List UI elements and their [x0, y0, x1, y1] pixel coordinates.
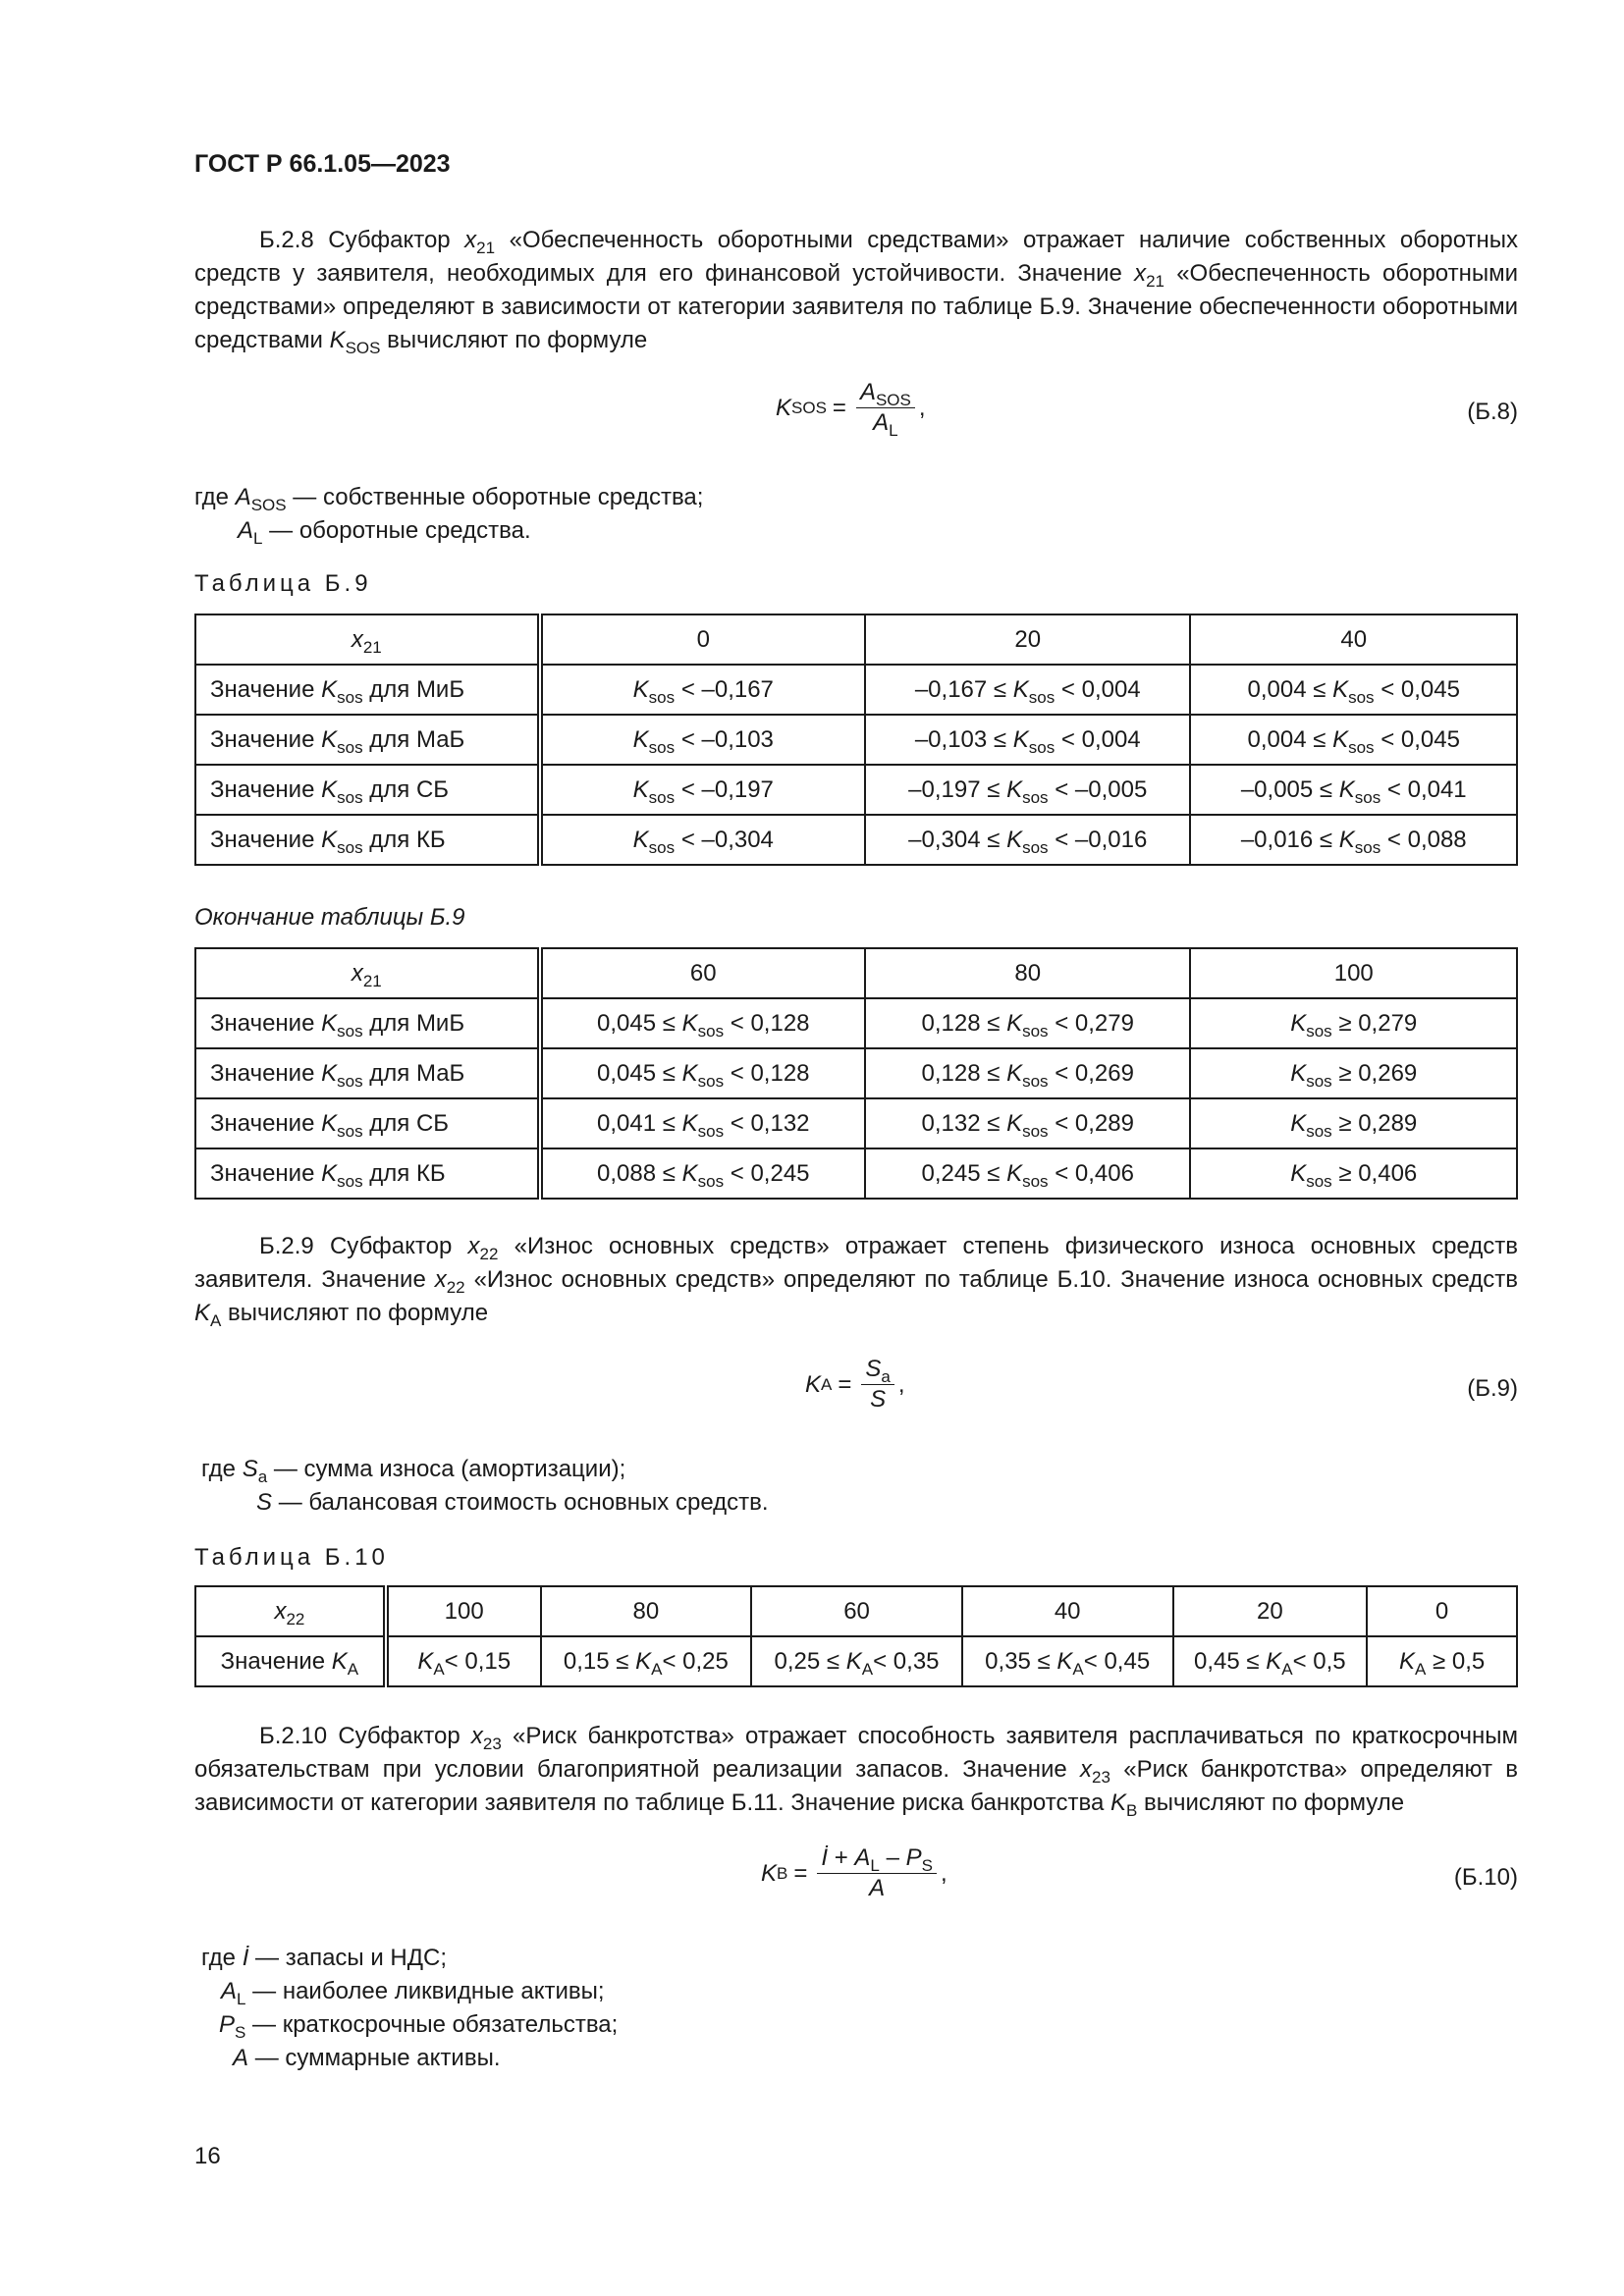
- header-cell: 0: [1367, 1586, 1517, 1636]
- paragraph-lead: Б.2.8 Субфактор: [259, 227, 451, 253]
- row-label-suffix: для КБ: [369, 826, 446, 853]
- table-cell: $K_{sos} < -0,197$: [540, 765, 865, 815]
- table-row: [195, 1636, 1517, 1686]
- cell-upper: < 0,45: [1083, 1647, 1151, 1675]
- subscript: A: [210, 1311, 222, 1330]
- row-label-suffix: для МиБ: [369, 675, 465, 703]
- cell-lower: –0,103 ≤: [914, 725, 1007, 753]
- cell-upper: < 0,132: [730, 1109, 810, 1137]
- variable: K: [321, 1009, 338, 1037]
- legend-symbol: P: [219, 2011, 236, 2038]
- legend-row: [201, 1453, 769, 1486]
- cell-lower: 0,132 ≤: [921, 1109, 1001, 1137]
- variable: x: [467, 1233, 480, 1259]
- subscript: a: [257, 1468, 268, 1486]
- table-cell: $0,245 \le K_{sos} < 0,406$: [865, 1148, 1190, 1199]
- legend-prefix: где: [201, 1456, 237, 1482]
- cell-lower: 0,004 ≤: [1247, 675, 1326, 703]
- table-cell: $0,132 \le K_{sos} < 0,289$: [865, 1098, 1190, 1148]
- table-cell: $0,25 \le K_A< 0,35$: [751, 1636, 962, 1686]
- subscript: 21: [362, 971, 382, 990]
- document-header: ГОСТ Р 66.1.05—2023: [194, 150, 451, 178]
- table-row: [195, 1098, 1517, 1148]
- cell-lower: –0,005 ≤: [1240, 775, 1333, 803]
- row-label-prefix: Значение: [210, 1109, 315, 1137]
- cell-lower: 0,25 ≤: [774, 1647, 840, 1675]
- table-cell: $0,35 \le K_A< 0,45$: [962, 1636, 1173, 1686]
- table-cell: $-0,005 \le K_{sos} < 0,041$: [1190, 765, 1517, 815]
- cell-upper: < 0,269: [1055, 1059, 1134, 1087]
- header-cell: 20: [1173, 1586, 1368, 1636]
- table-cell: $-0,304 \le K_{sos} < -0,016$: [865, 815, 1190, 865]
- header-cell: 40: [1190, 614, 1517, 665]
- legend-symbol: A: [238, 517, 254, 544]
- legend-text: — сумма износа (амортизации);: [273, 1456, 626, 1482]
- cell-value: ≥ 0,269: [1338, 1059, 1418, 1087]
- cell-lower: 0,15 ≤: [563, 1647, 629, 1675]
- subscript: L: [889, 421, 898, 440]
- legend-symbol: İ: [242, 1945, 249, 1971]
- equals-sign: =: [832, 394, 846, 421]
- paragraph-b-2-8: [194, 224, 1518, 357]
- cell-upper: < 0,25: [662, 1647, 729, 1675]
- table-cell: $K_A< 0,15$: [386, 1636, 541, 1686]
- denominator: [869, 1874, 885, 1903]
- subscript: L: [870, 1856, 880, 1875]
- paragraph-text: «Износ основных средств» определяют по таблице Б.10. Значение износа основных средств: [473, 1266, 1518, 1293]
- legend-row: [194, 481, 703, 514]
- subscript: L: [237, 1990, 246, 2008]
- cell-lower: 0,045 ≤: [597, 1009, 676, 1037]
- cell-value: < –0,167: [680, 675, 774, 703]
- variable: K: [321, 1159, 338, 1187]
- subscript: sos: [337, 687, 363, 707]
- formula-symbol: İ: [821, 1844, 829, 1871]
- table-cell: $0,128 \le K_{sos} < 0,279$: [865, 998, 1190, 1048]
- table-cell: $K_{sos} < -0,103$: [540, 715, 865, 765]
- paragraph-b-2-10: [194, 1720, 1518, 1820]
- subscript: sos: [337, 787, 363, 807]
- header-cell: 100: [1190, 948, 1517, 998]
- row-label-suffix: для МаБ: [369, 725, 465, 753]
- cell-upper: < 0,004: [1060, 725, 1141, 753]
- subscript: sos: [337, 1171, 363, 1191]
- equation-number: (Б.9): [1467, 1375, 1518, 1402]
- legend-symbol: S: [242, 1456, 258, 1482]
- formula-b-10: K B = $\frac{İ + A_L - P_S}{A}$ ,: [761, 1844, 947, 1901]
- row-label: [195, 765, 540, 815]
- table-row: [195, 765, 1517, 815]
- row-label-prefix: Значение: [220, 1647, 326, 1675]
- formula-comma: ,: [897, 1370, 905, 1398]
- table-cell: $0,45 \le K_A< 0,5$: [1173, 1636, 1368, 1686]
- header-cell: 60: [540, 948, 865, 998]
- subscript: sos: [337, 1021, 363, 1041]
- variable: K: [329, 327, 346, 353]
- subscript: S: [235, 2023, 246, 2042]
- paragraph-text: вычисляют по формуле: [1144, 1789, 1405, 1816]
- legend-row: [201, 2008, 618, 2042]
- table-header-row: [195, 1586, 1517, 1636]
- row-label-prefix: Значение: [210, 775, 315, 803]
- header-cell: 20: [865, 614, 1190, 665]
- equals-sign: =: [838, 1370, 852, 1398]
- cell-lower: –0,016 ≤: [1240, 826, 1333, 853]
- subscript: 23: [1092, 1768, 1110, 1787]
- table-cell: $K_A \ge 0,5$: [1367, 1636, 1517, 1686]
- formula-b-9: K A = $\frac{S_a}{S}$ ,: [805, 1356, 905, 1413]
- subscript: sos: [337, 737, 363, 757]
- cell-upper: < –0,005: [1055, 775, 1148, 803]
- table-cell: $-0,167 \le K_{sos} < 0,004$: [865, 665, 1190, 715]
- subscript: 21: [476, 239, 496, 257]
- table-cell: $0,004 \le K_{sos} < 0,045$: [1190, 665, 1517, 715]
- formula-legend: [201, 1942, 618, 2075]
- variable: K: [321, 1059, 338, 1087]
- cell-upper: < 0,289: [1055, 1109, 1134, 1137]
- row-label-prefix: Значение: [210, 725, 315, 753]
- header-cell: [195, 948, 540, 998]
- variable: x: [351, 625, 363, 653]
- cell-upper: < 0,045: [1380, 725, 1460, 753]
- legend-text: — суммарные активы.: [254, 2045, 501, 2071]
- variable: K: [321, 826, 338, 853]
- cell-value: < –0,197: [680, 775, 774, 803]
- cell-upper: < 0,004: [1060, 675, 1141, 703]
- table-b-9-continuation: [194, 947, 1518, 1200]
- paragraph-text: «Обеспеченность оборотными средствами» отражает наличие собственных оборотных средств у заявителя, необходимых для его финансовой устойчивости. Значение: [194, 227, 1519, 287]
- formula-b-8: K SOS = $\frac{A_{SOS}}{A_L}$ ,: [776, 379, 926, 440]
- legend-row: [201, 1486, 769, 1520]
- table-cell: $-0,197 \le K_{sos} < -0,005$: [865, 765, 1190, 815]
- legend-row: [201, 1942, 618, 1975]
- formula-symbol: K: [761, 1859, 778, 1887]
- formula-symbol: K: [776, 394, 792, 421]
- header-cell: 100: [386, 1586, 541, 1636]
- subscript: 23: [482, 1735, 502, 1753]
- cell-upper: < 0,35: [873, 1647, 940, 1675]
- cell-lower: 0,045 ≤: [597, 1059, 676, 1087]
- table-cell: $K_{sos} < -0,167$: [540, 665, 865, 715]
- formula-legend: [194, 481, 703, 548]
- legend-row: [194, 514, 703, 548]
- row-label-prefix: Значение: [210, 675, 315, 703]
- variable: K: [321, 675, 338, 703]
- subscript: SOS: [250, 496, 287, 514]
- fraction: [861, 1355, 893, 1415]
- row-label-prefix: Значение: [210, 826, 315, 853]
- formula-comma: ,: [940, 1859, 947, 1887]
- cell-value: < –0,304: [680, 826, 774, 853]
- row-label-prefix: Значение: [210, 1009, 315, 1037]
- table-row: [195, 998, 1517, 1048]
- legend-symbol: S: [256, 1489, 273, 1516]
- table-cell: $0,15 \le K_A< 0,25$: [541, 1636, 752, 1686]
- subscript: 21: [362, 637, 382, 657]
- cell-lower: –0,304 ≤: [908, 826, 1001, 853]
- cell-lower: 0,45 ≤: [1194, 1647, 1260, 1675]
- variable: x: [470, 1723, 483, 1749]
- row-label-prefix: Значение: [210, 1159, 315, 1187]
- subscript: sos: [337, 837, 363, 857]
- legend-row: [201, 2042, 618, 2075]
- paragraph-text: «Риск банкротства» отражает способность заявителя расплачиваться по краткосрочным обязательствам при условии благоприятной реализации запасов. Значение: [194, 1723, 1519, 1783]
- subscript: A: [347, 1659, 359, 1679]
- variable: K: [194, 1300, 211, 1326]
- variable: K: [331, 1647, 348, 1675]
- paragraph-text: «Обеспеченность оборотными средствами» определяют в зависимости от категории заявителя по таблице Б.9. Значение обеспеченности оборотными средствами: [194, 260, 1519, 353]
- cell-lower: 0,004 ≤: [1247, 725, 1326, 753]
- header-cell: 80: [541, 1586, 752, 1636]
- legend-symbol: A: [221, 1978, 238, 2004]
- subscript: B: [1125, 1801, 1138, 1820]
- cell-lower: 0,088 ≤: [597, 1159, 676, 1187]
- variable: K: [1110, 1789, 1126, 1816]
- table-cell: $0,004 \le K_{sos} < 0,045$: [1190, 715, 1517, 765]
- subscript: L: [253, 529, 263, 548]
- paragraph-lead: Б.2.10 Субфактор: [259, 1723, 460, 1749]
- cell-lower: 0,041 ≤: [597, 1109, 676, 1137]
- subscript: 22: [479, 1245, 499, 1263]
- table-cell: $K_{sos} \ge 0,289$: [1190, 1098, 1517, 1148]
- equation-number: (Б.10): [1453, 1864, 1518, 1891]
- fraction: [817, 1843, 937, 1903]
- cell-upper: < 0,041: [1386, 775, 1467, 803]
- cell-lower: 0,35 ≤: [985, 1647, 1051, 1675]
- variable: x: [464, 227, 477, 253]
- header-cell: [195, 1586, 386, 1636]
- row-label: [195, 1636, 386, 1686]
- legend-symbol: A: [233, 2045, 249, 2071]
- legend-row: [201, 1975, 618, 2008]
- fraction: [856, 378, 915, 438]
- numerator: [861, 1355, 893, 1385]
- table-row: [195, 815, 1517, 865]
- subscript: sos: [337, 1121, 363, 1141]
- cell-lower: –0,167 ≤: [914, 675, 1007, 703]
- denominator: [870, 1385, 886, 1415]
- paragraph-text: «Риск банкротства» определяют в зависимости от категории заявителя по таблице Б.11. Значение риска банкротства: [194, 1756, 1519, 1816]
- cell-upper: < –0,016: [1055, 826, 1148, 853]
- table-header-row: [195, 948, 1517, 998]
- row-label-suffix: для КБ: [369, 1159, 446, 1187]
- row-label-suffix: для СБ: [369, 775, 450, 803]
- cell-upper: < 0,128: [730, 1059, 810, 1087]
- numerator: [856, 378, 915, 408]
- cell-value: ≥ 0,406: [1338, 1159, 1418, 1187]
- table-b-9: [194, 614, 1518, 866]
- variable: K: [321, 775, 338, 803]
- cell-lower: 0,128 ≤: [921, 1009, 1001, 1037]
- formula-symbol: A: [854, 1844, 871, 1871]
- formula-symbol: S: [865, 1356, 882, 1382]
- paragraph-text: вычисляют по формуле: [387, 327, 648, 353]
- equation-number: (Б.8): [1467, 399, 1518, 425]
- legend-text: — наиболее ликвидные активы;: [252, 1978, 605, 2004]
- row-label: [195, 1048, 540, 1098]
- equals-sign: =: [793, 1859, 808, 1887]
- cell-upper: < 0,5: [1292, 1647, 1346, 1675]
- denominator: [873, 408, 897, 438]
- formula-symbol: A: [873, 409, 890, 436]
- legend-text: — балансовая стоимость основных средств.: [278, 1489, 769, 1516]
- variable: K: [321, 1109, 338, 1137]
- variable: x: [351, 959, 363, 987]
- subscript: 21: [1146, 272, 1164, 291]
- cell-value: ≥ 0,279: [1338, 1009, 1418, 1037]
- legend-text: — собственные оборотные средства;: [293, 484, 704, 510]
- numerator: [817, 1843, 937, 1874]
- table-row: [195, 1148, 1517, 1199]
- plus-sign: +: [834, 1844, 848, 1871]
- row-label: [195, 665, 540, 715]
- formula-symbol: S: [870, 1386, 887, 1413]
- table-cell: $0,045 \le K_{sos} < 0,128$: [540, 998, 865, 1048]
- cell-lower: 0,128 ≤: [921, 1059, 1001, 1087]
- cell-value: ≥ 0,5: [1433, 1647, 1486, 1675]
- subscript: S: [921, 1856, 933, 1875]
- row-label-suffix: для СБ: [369, 1109, 450, 1137]
- table-cell: $0,128 \le K_{sos} < 0,269$: [865, 1048, 1190, 1098]
- subscript: SOS: [875, 391, 911, 409]
- minus-sign: –: [886, 1844, 899, 1871]
- cell-upper: < 0,088: [1386, 826, 1467, 853]
- cell-value: < –0,103: [680, 725, 774, 753]
- paragraph-b-2-9: [194, 1230, 1518, 1330]
- legend-symbol: A: [235, 484, 251, 510]
- row-label: [195, 815, 540, 865]
- table-row: [195, 665, 1517, 715]
- table-cell: $K_{sos} \ge 0,279$: [1190, 998, 1517, 1048]
- cell-upper: < 0,279: [1055, 1009, 1134, 1037]
- row-label: [195, 998, 540, 1048]
- table-cell: $0,045 \le K_{sos} < 0,128$: [540, 1048, 865, 1098]
- table-cell: $-0,016 \le K_{sos} < 0,088$: [1190, 815, 1517, 865]
- cell-upper: < 0,245: [730, 1159, 810, 1187]
- variable: x: [274, 1597, 287, 1625]
- row-label: [195, 1098, 540, 1148]
- table-caption: Таблица Б.10: [194, 1544, 389, 1571]
- header-cell: 0: [540, 614, 865, 665]
- variable: K: [321, 725, 338, 753]
- subscript: SOS: [345, 339, 381, 357]
- row-label-prefix: Значение: [210, 1059, 315, 1087]
- cell-lower: 0,245 ≤: [921, 1159, 1001, 1187]
- cell-upper: < 0,128: [730, 1009, 810, 1037]
- legend-text: — запасы и НДС;: [255, 1945, 447, 1971]
- formula-symbol: K: [805, 1370, 822, 1398]
- formula-symbol: A: [869, 1875, 886, 1901]
- legend-text: — краткосрочные обязательства;: [252, 2011, 619, 2038]
- row-label-suffix: для МаБ: [369, 1059, 465, 1087]
- header-cell: 60: [751, 1586, 962, 1636]
- table-header-row: [195, 614, 1517, 665]
- variable: x: [1080, 1756, 1093, 1783]
- table-b-10: [194, 1585, 1518, 1687]
- formula-comma: ,: [918, 394, 926, 421]
- row-label: [195, 1148, 540, 1199]
- cell-upper: < 0,045: [1380, 675, 1460, 703]
- header-cell: 80: [865, 948, 1190, 998]
- table-cell: $K_{sos} < -0,304$: [540, 815, 865, 865]
- cell-value: ≥ 0,289: [1338, 1109, 1418, 1137]
- table-continuation-caption: Окончание таблицы Б.9: [194, 904, 465, 931]
- variable: x: [1134, 260, 1147, 287]
- legend-prefix: где: [201, 1945, 237, 1971]
- subscript: 22: [286, 1609, 305, 1629]
- paragraph-text: «Износ основных средств» отражает степень физического износа основных средств заявителя. Значение: [194, 1233, 1518, 1293]
- table-row: [195, 715, 1517, 765]
- table-cell: $K_{sos} \ge 0,406$: [1190, 1148, 1517, 1199]
- page-number: 16: [194, 2143, 221, 2169]
- header-cell: 40: [962, 1586, 1173, 1636]
- subscript: a: [881, 1367, 891, 1386]
- table-cell: $-0,103 \le K_{sos} < 0,004$: [865, 715, 1190, 765]
- row-label: [195, 715, 540, 765]
- subscript: sos: [337, 1071, 363, 1091]
- legend-prefix: где: [194, 484, 230, 510]
- formula-symbol: A: [859, 379, 876, 405]
- paragraph-text: вычисляют по формуле: [228, 1300, 489, 1326]
- variable: x: [434, 1266, 447, 1293]
- paragraph-lead: Б.2.9 Субфактор: [259, 1233, 453, 1259]
- row-label-suffix: для МиБ: [369, 1009, 465, 1037]
- cell-value: < 0,15: [444, 1647, 512, 1675]
- header-cell: [195, 614, 540, 665]
- cell-lower: –0,197 ≤: [908, 775, 1001, 803]
- table-cell: $K_{sos} \ge 0,269$: [1190, 1048, 1517, 1098]
- table-row: [195, 1048, 1517, 1098]
- formula-legend: [201, 1453, 769, 1520]
- legend-text: — оборотные средства.: [269, 517, 531, 544]
- table-caption: Таблица Б.9: [194, 570, 372, 597]
- table-cell: $0,041 \le K_{sos} < 0,132$: [540, 1098, 865, 1148]
- table-cell: $0,088 \le K_{sos} < 0,245$: [540, 1148, 865, 1199]
- subscript: 22: [446, 1278, 465, 1297]
- cell-upper: < 0,406: [1055, 1159, 1134, 1187]
- formula-symbol: P: [905, 1844, 922, 1871]
